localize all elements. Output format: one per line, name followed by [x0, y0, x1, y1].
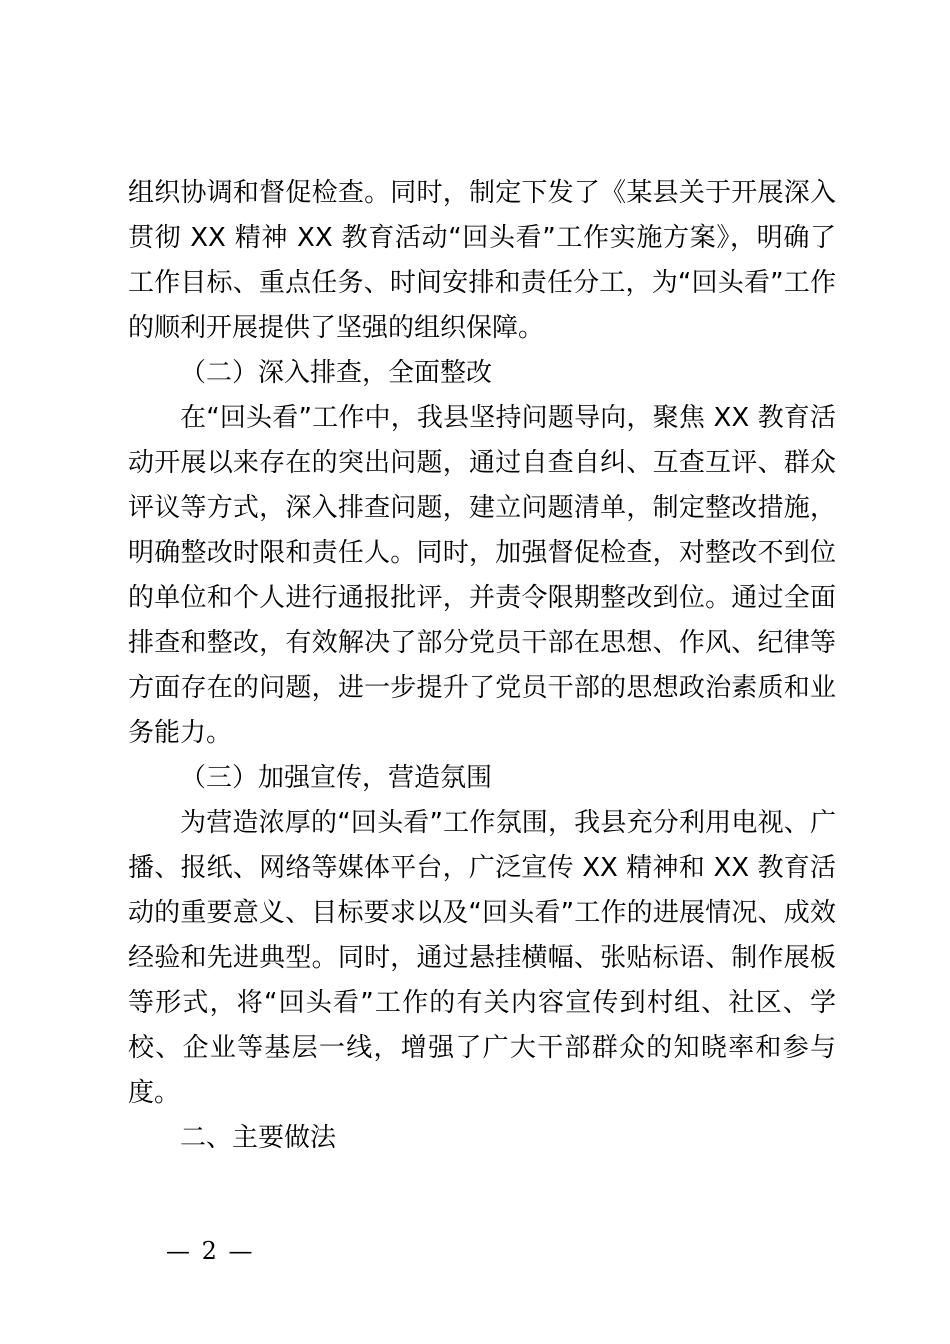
section-heading-3: （三）加强宣传，营造氛围 [180, 763, 493, 793]
page-number: — 2 — [166, 1237, 255, 1265]
document-body [128, 171, 836, 1161]
section-heading-2: （二）深入排查，全面整改 [180, 358, 493, 388]
paragraph-investigation: 在“回头看”工作中，我县坚持问题导向，聚焦 XX 教育活动开展以来存在的突出问题，通过自查自纠、互查互评、群众评议等方式，深入排查问题，建立问题清单，制定整改措施，明确整改时限和责任人。同时，加强督促检查，对整改不到位的单位和个人进行通报批评，并责令限期整改到位。通过全面排查和整改，有效解决了部分党员干部在思想、作风、纪律等方面存在的问题，进一步提升了党员干部的思想政治素质和业务能力。 [128, 403, 836, 748]
paragraph-publicity: 为营造浓厚的“回头看”工作氛围，我县充分利用电视、广播、报纸、网络等媒体平台，广泛宣传 XX 精神和 XX 教育活动的重要意义、目标要求以及“回头看”工作的进展情况、成效经验和先进典型。同时，通过悬挂横幅、张贴标语、制作展板等形式，将“回头看”工作的有关内容宣传到村组、社区、学校、企业等基层一线，增强了广大干部群众的知晓率和参与度。 [128, 808, 836, 1108]
paragraph-continuation: 组织协调和督促检查。同时，制定下发了《某县关于开展深入贯彻 XX 精神 XX 教育活动“回头看”工作实施方案》，明确了工作目标、重点任务、时间安排和责任分工，为“回头看”工作的顺利开展提供了坚强的组织保障。 [128, 178, 836, 343]
section-heading-main-practices: 二、主要做法 [180, 1123, 337, 1153]
